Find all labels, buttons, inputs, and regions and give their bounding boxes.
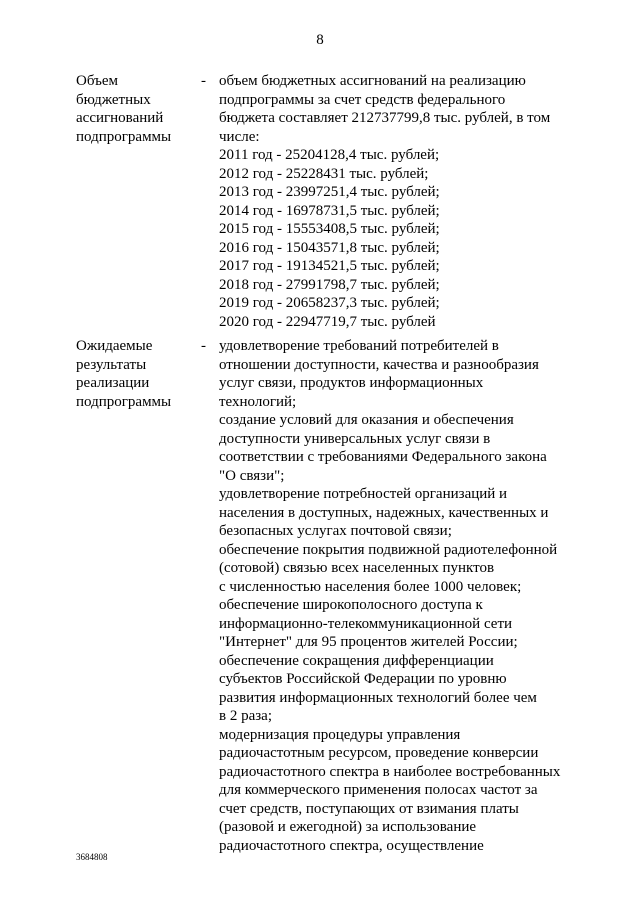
budget-content-line: числе: (219, 128, 260, 145)
budget-label-line: подпрограммы (76, 128, 172, 145)
budget-year-line: 2015 год - 15553408,5 тыс. рублей; (219, 221, 440, 237)
results-content-line: информационно-телекоммуникационной сети (219, 615, 513, 632)
results-content-line: (разовой и ежегодной) за использование (219, 819, 477, 835)
results-label-line: Ожидаемые (76, 338, 153, 354)
budget-content-line: подпрограммы за счет средств федерального (219, 91, 506, 108)
results-content-line: субъектов Российской Федерации по уровню (219, 671, 507, 687)
results-content (219, 337, 579, 855)
budget-content (219, 72, 579, 331)
budget-label-line: бюджетных (76, 91, 151, 108)
results-content-line: для коммерческого применения полосах частот за (219, 782, 538, 798)
budget-year-line: 2012 год - 25228431 тыс. рублей; (219, 165, 429, 182)
results-content-line: обеспечение сокращения дифференциации (219, 652, 494, 669)
results-content-line: услуг связи, продуктов информационных (219, 375, 484, 391)
results-content-line: радиочастотным ресурсом, проведение конверсии (219, 745, 539, 761)
budget-label-line: ассигнований (76, 110, 164, 126)
results-content-line: доступности универсальных услуг связи в (219, 430, 491, 447)
results-content-line: в 2 раза; (219, 708, 272, 724)
results-content-line: (сотовой) связью всех населенных пунктов (219, 560, 495, 576)
budget-dash: - (201, 73, 206, 89)
budget-year-line: 2018 год - 27991798,7 тыс. рублей; (219, 276, 440, 293)
budget-year-line: 2014 год - 16978731,5 тыс. рублей; (219, 202, 440, 219)
results-content-line: развития информационных технологий более чем (219, 689, 537, 706)
document-code: 3684808 (76, 852, 108, 862)
results-content-line: обеспечение покрытия подвижной радиотелефонной (219, 541, 558, 558)
results-content-line: обеспечение широкополосного доступа к (219, 597, 483, 613)
results-content-line: "Интернет" для 95 процентов жителей России; (219, 634, 518, 650)
budget-label-line: Объем (76, 73, 118, 89)
budget-year-line: 2013 год - 23997251,4 тыс. рублей; (219, 184, 440, 200)
results-content-line: радиочастотного спектра в наиболее востребованных (219, 763, 561, 780)
budget-year-line: 2020 год - 22947719,7 тыс. рублей (219, 313, 436, 330)
budget-content-line: бюджета составляет 212737799,8 тыс. рублей, в том (219, 110, 551, 126)
budget-label (76, 72, 196, 146)
results-label (76, 337, 196, 411)
results-content-line: удовлетворение потребностей организаций и (219, 486, 508, 502)
budget-year-line: 2016 год - 15043571,8 тыс. рублей; (219, 239, 440, 256)
results-content-line: населения в доступных, надежных, качественных и (219, 504, 549, 521)
results-content-line: технологий; (219, 393, 297, 410)
results-label-line: подпрограммы (76, 393, 172, 410)
results-label-line: реализации (76, 375, 150, 391)
budget-year-line: 2019 год - 20658237,3 тыс. рублей; (219, 295, 440, 311)
budget-year-line: 2017 год - 19134521,5 тыс. рублей; (219, 258, 440, 274)
results-content-line: радиочастотного спектра, осуществление (219, 837, 484, 854)
results-content-line: модернизация процедуры управления (219, 726, 461, 743)
results-content-line: безопасных услугах почтовой связи; (219, 523, 452, 539)
budget-content-line: объем бюджетных ассигнований на реализацию (219, 73, 526, 89)
results-content-line: счет средств, поступающих от взимания платы (219, 800, 519, 817)
results-dash: - (201, 338, 206, 354)
results-content-line: с численностью населения более 1000 человек; (219, 578, 522, 595)
results-content-line: отношении доступности, качества и разнообразия (219, 356, 539, 373)
results-content-line: соответствии с требованиями Федерального закона (219, 449, 547, 465)
results-content-line: удовлетворение требований потребителей в (219, 338, 499, 354)
results-content-line: создание условий для оказания и обеспечения (219, 412, 514, 428)
page-number: 8 (316, 32, 324, 48)
results-content-line: "О связи"; (219, 467, 285, 484)
budget-year-line: 2011 год - 25204128,4 тыс. рублей; (219, 147, 440, 163)
results-label-line: результаты (76, 356, 147, 373)
